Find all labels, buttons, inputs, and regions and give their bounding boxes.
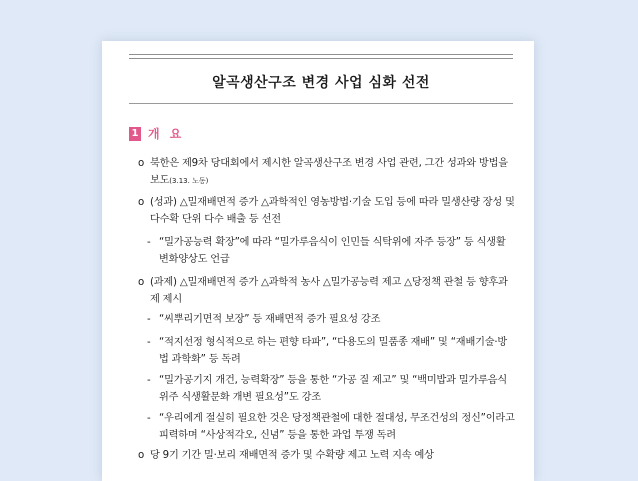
list-item [138,155,516,190]
item-note: (3.13. 노동) [169,177,209,185]
list-item [147,372,516,406]
item-text: “씨뿌리기면적 보장” 등 재배면적 증가 필요성 강조 [159,314,381,325]
dash-mark: - [147,337,151,348]
bullet-mark: o [138,158,145,169]
document-title: 알곡생산구조 변경 사업 심화 선전 [212,75,430,91]
list-item [147,234,516,268]
list-item [138,447,516,464]
list-item [147,311,516,328]
dash-mark: - [147,237,151,248]
document-page [102,41,534,481]
item-text: “적지선정 형식적으로 하는 편향 타파”, “다용도의 밀품종 재배” 및 “재배기술·방법 과학화” 등 독려 [159,337,508,365]
bullet-mark: o [138,450,145,461]
item-text: (성과) △밀재배면적 증가 △과학적인 영농방법·기술 도입 등에 따라 밀생산량 장성 및 다수확 단위 다수 배출 등 선전 [150,197,515,225]
item-text: 북한은 제9차 당대회에서 제시한 알곡생산구조 변경 사업 관련, 그간 성과와 방법을 보도 [150,158,508,186]
item-text: “우리에게 절실히 필요한 것은 당정책관철에 대한 절대성, 무조건성의 정신”이라고 피력하며 “사상적각오, 신념” 등을 통한 과업 투쟁 독려 [159,413,515,441]
dash-mark: - [147,413,151,424]
title-bottom-rule [129,103,513,104]
list-item [147,334,516,368]
section-heading [129,125,184,142]
item-text: (과제) △밀재배면적 증가 △과학적 농사 △밀가공능력 제고 △당정책 관철 등 향후과제 제시 [150,277,508,305]
list-item [138,194,516,228]
dash-mark: - [147,314,151,325]
item-text: “밀가공능력 확장”에 따라 “밀가루음식이 인민들 식탁위에 자주 등장” 등 식생활 변화양상도 언급 [159,237,506,265]
bullet-mark: o [138,277,145,288]
bullet-mark: o [138,197,145,208]
title-double-rule [129,54,513,59]
item-text: “밀가공기지 개건, 능력확장” 등을 통한 “가공 질 제고” 및 “백미밥과 밀가루음식위주 식생활문화 개변 필요성”도 강조 [159,375,508,403]
list-item [147,410,516,444]
item-text: 당 9기 기간 밀·보리 재배면적 증가 및 수확량 제고 노력 지속 예상 [150,450,434,461]
section-title: 개 요 [148,127,185,141]
dash-mark: - [147,375,151,386]
section-number: 1 [129,127,141,141]
list-item [138,274,516,308]
